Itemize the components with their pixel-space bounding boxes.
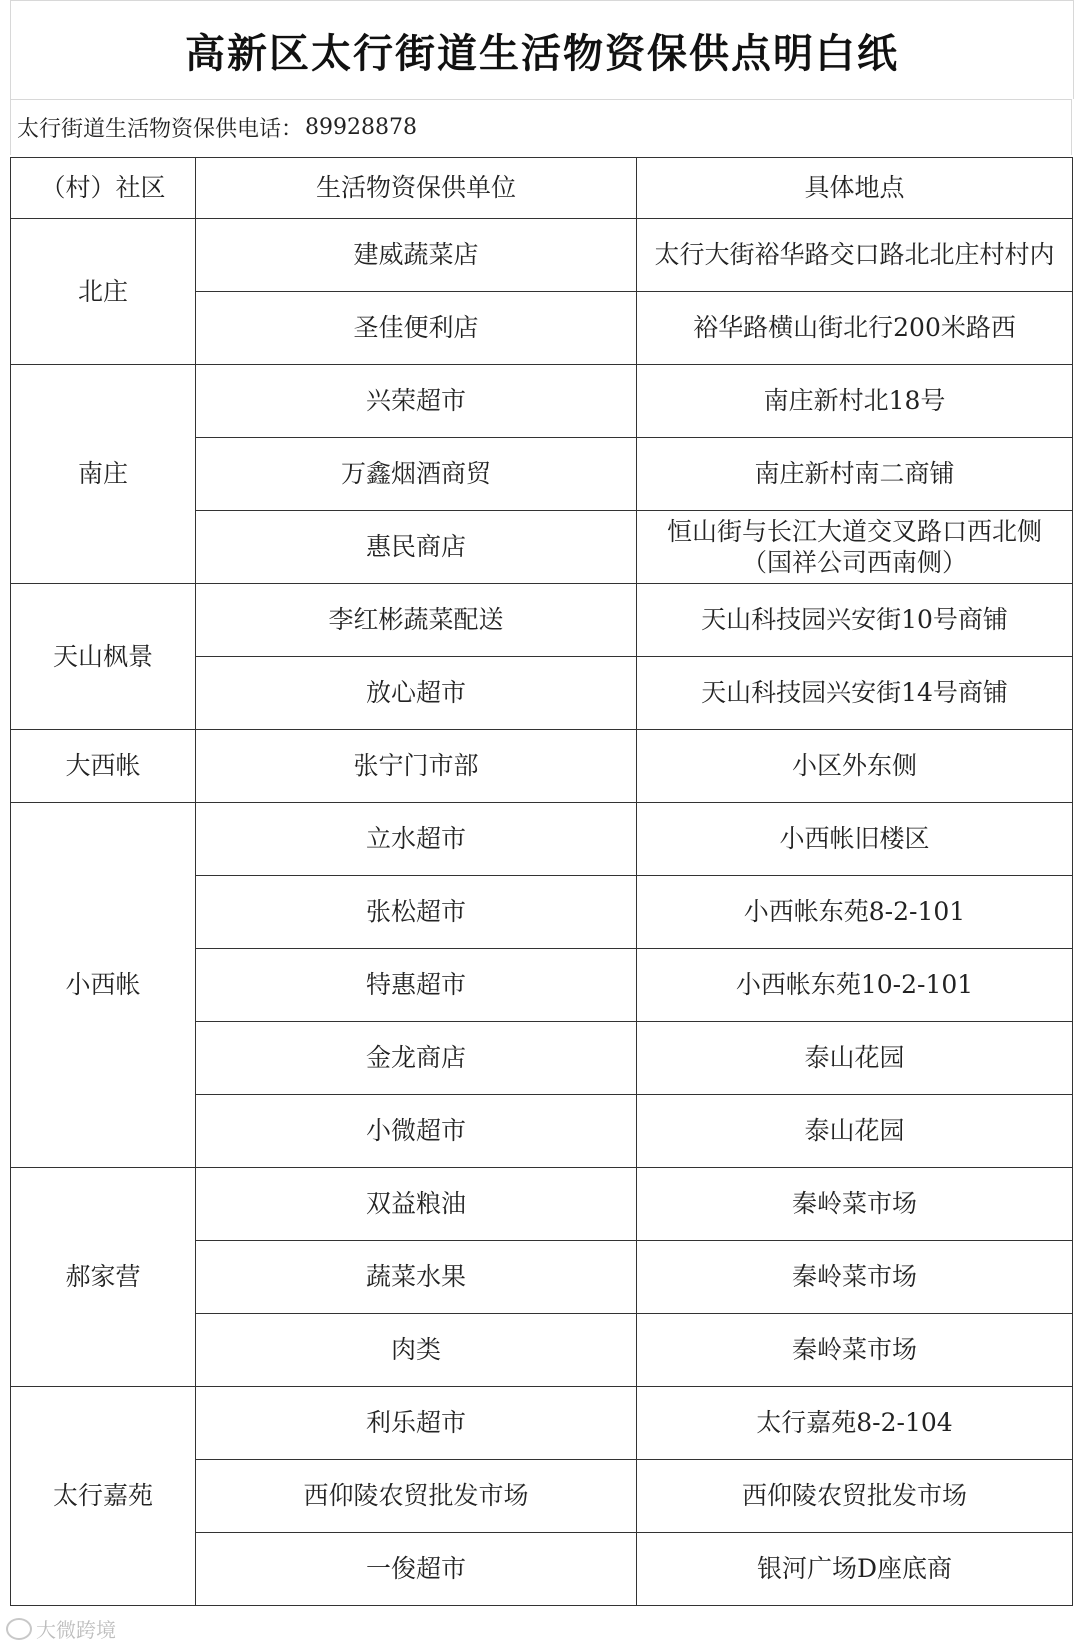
supply-unit-cell: 兴荣超市: [196, 365, 637, 438]
supply-unit-cell: 西仰陵农贸批发市场: [196, 1460, 637, 1533]
supply-unit-cell: 肉类: [196, 1314, 637, 1387]
supply-unit-cell: 建威蔬菜店: [196, 219, 637, 292]
community-cell: 天山枫景: [11, 584, 196, 730]
supply-unit-cell: 双益粮油: [196, 1168, 637, 1241]
header-location: 具体地点: [637, 158, 1073, 219]
location-cell: 南庄新村北18号: [637, 365, 1073, 438]
supply-unit-cell: 张松超市: [196, 876, 637, 949]
location-cell: 小西帐东苑10-2-101: [637, 949, 1073, 1022]
location-cell: 恒山街与长江大道交叉路口西北侧（国祥公司西南侧）: [637, 511, 1073, 584]
location-cell: 小区外东侧: [637, 730, 1073, 803]
header-community: （村）社区: [11, 158, 196, 219]
location-cell: 太行大街裕华路交口路北北庄村村内: [637, 219, 1073, 292]
location-cell: 天山科技园兴安街10号商铺: [637, 584, 1073, 657]
community-cell: 大西帐: [11, 730, 196, 803]
location-cell: 秦岭菜市场: [637, 1168, 1073, 1241]
hotline-line: [10, 99, 1072, 155]
table-row: [11, 1387, 1073, 1460]
table-body: [11, 219, 1073, 1606]
page-title: 高新区太行街道生活物资保供点明白纸: [10, 0, 1074, 99]
table-header-row: [11, 158, 1073, 219]
watermark: [6, 1614, 116, 1643]
supply-table: [10, 157, 1073, 1606]
hotline-label: 太行街道生活物资保供电话：: [17, 117, 304, 142]
location-cell: 泰山花园: [637, 1022, 1073, 1095]
supply-unit-cell: 惠民商店: [196, 511, 637, 584]
hotline-number: 89928878: [305, 115, 417, 140]
watermark-text: 大微跨境: [36, 1618, 116, 1642]
community-cell: 南庄: [11, 365, 196, 584]
location-cell: 银河广场D座底商: [637, 1533, 1073, 1606]
table-row: [11, 219, 1073, 292]
table-row: [11, 365, 1073, 438]
supply-unit-cell: 放心超市: [196, 657, 637, 730]
community-cell: 北庄: [11, 219, 196, 365]
supply-unit-cell: 张宁门市部: [196, 730, 637, 803]
location-cell: 南庄新村南二商铺: [637, 438, 1073, 511]
community-cell: 郝家营: [11, 1168, 196, 1387]
location-cell: 裕华路横山街北行200米路西: [637, 292, 1073, 365]
watermark-logo-icon: [6, 1618, 32, 1640]
table-row: [11, 803, 1073, 876]
location-cell: 秦岭菜市场: [637, 1241, 1073, 1314]
supply-unit-cell: 万鑫烟酒商贸: [196, 438, 637, 511]
location-cell: 小西帐旧楼区: [637, 803, 1073, 876]
location-cell: 太行嘉苑8-2-104: [637, 1387, 1073, 1460]
table-row: [11, 584, 1073, 657]
location-cell: 天山科技园兴安街14号商铺: [637, 657, 1073, 730]
supply-unit-cell: 一俊超市: [196, 1533, 637, 1606]
supply-unit-cell: 利乐超市: [196, 1387, 637, 1460]
location-cell: 泰山花园: [637, 1095, 1073, 1168]
location-cell: 秦岭菜市场: [637, 1314, 1073, 1387]
location-cell: 西仰陵农贸批发市场: [637, 1460, 1073, 1533]
location-cell: 小西帐东苑8-2-101: [637, 876, 1073, 949]
community-cell: 太行嘉苑: [11, 1387, 196, 1606]
community-cell: 小西帐: [11, 803, 196, 1168]
supply-unit-cell: 圣佳便利店: [196, 292, 637, 365]
supply-unit-cell: 特惠超市: [196, 949, 637, 1022]
table-row: [11, 730, 1073, 803]
supply-unit-cell: 小微超市: [196, 1095, 637, 1168]
supply-unit-cell: 金龙商店: [196, 1022, 637, 1095]
supply-unit-cell: 李红彬蔬菜配送: [196, 584, 637, 657]
header-supply-unit: 生活物资保供单位: [196, 158, 637, 219]
supply-unit-cell: 立水超市: [196, 803, 637, 876]
supply-unit-cell: 蔬菜水果: [196, 1241, 637, 1314]
table-row: [11, 1168, 1073, 1241]
